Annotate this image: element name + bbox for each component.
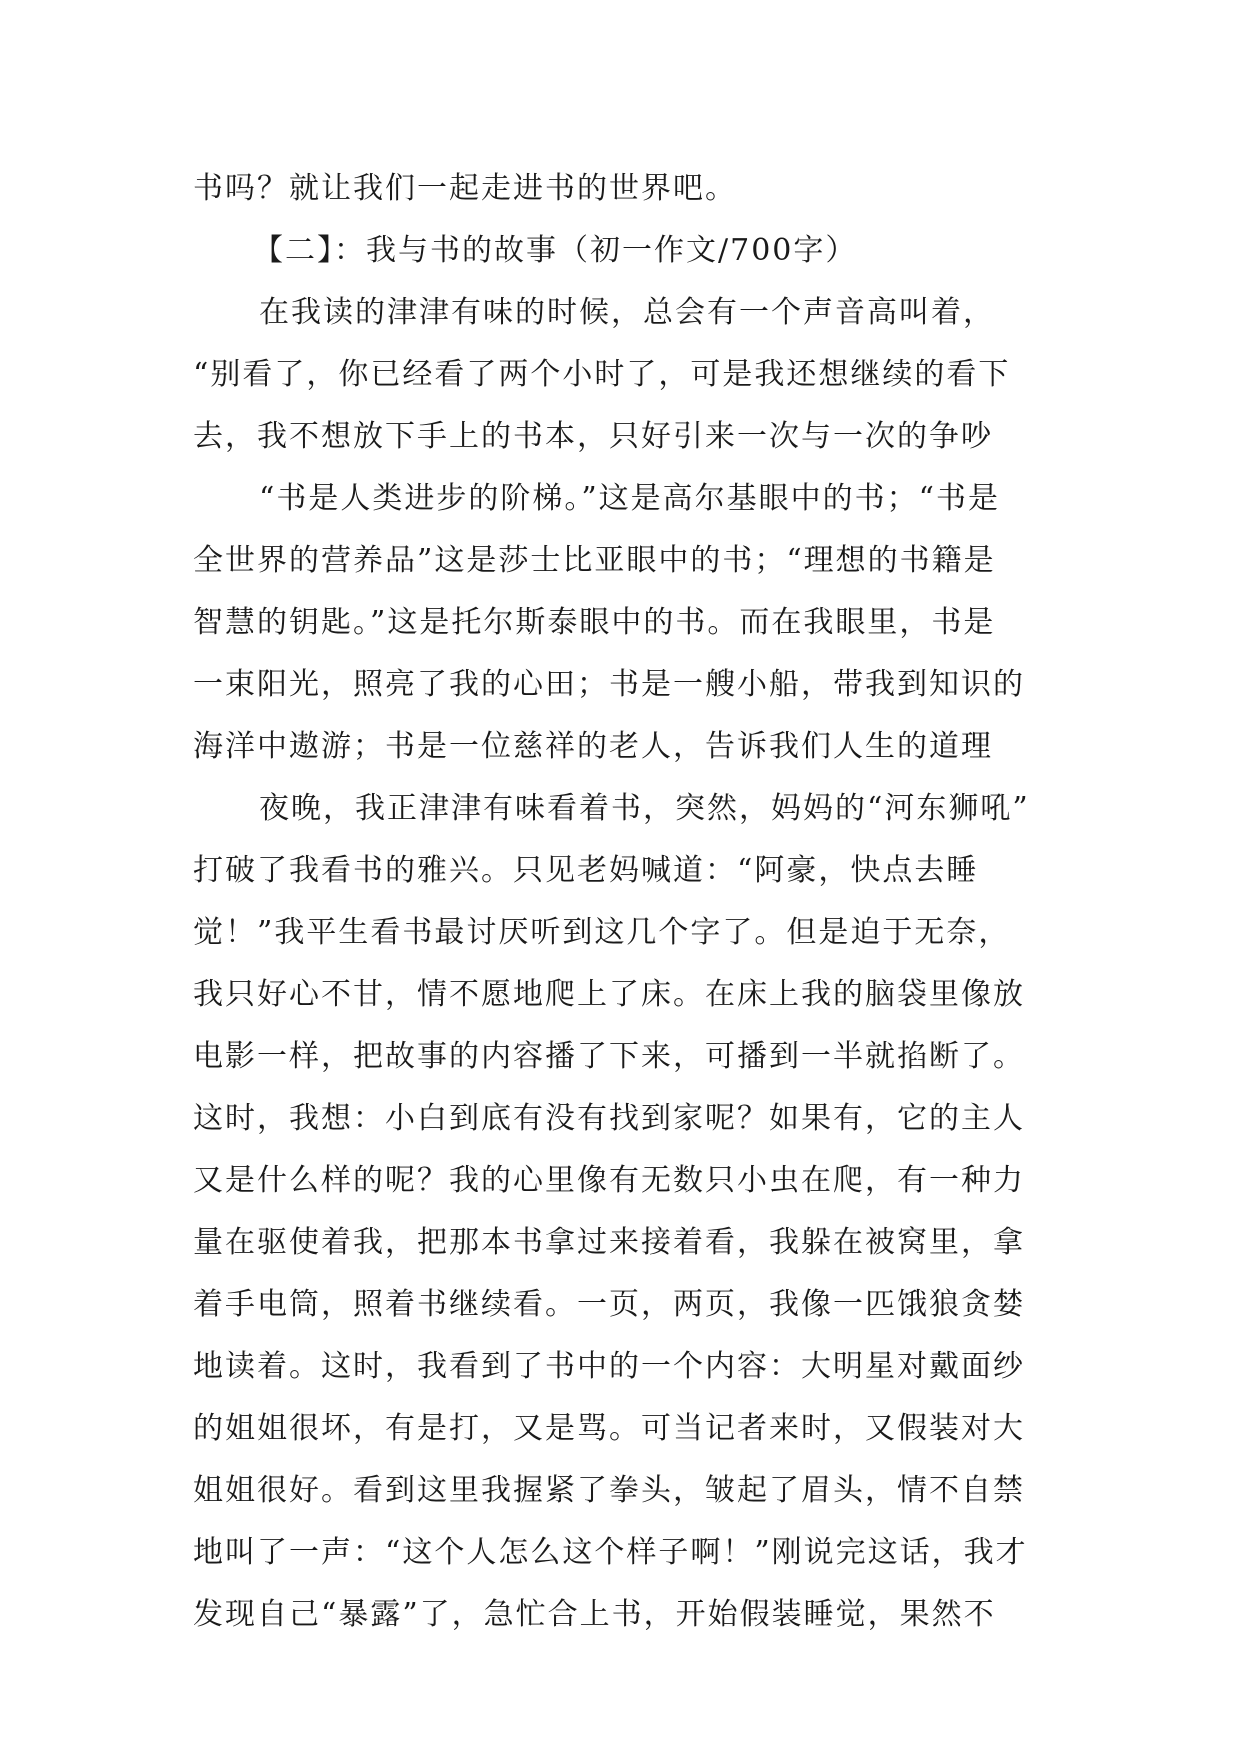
- text-line: “别看了，你已经看了两个小时了，可是我还想继续的看下: [193, 357, 1011, 392]
- text-line: 海洋中遨游；书是一位慈祥的老人，告诉我们人生的道理: [193, 729, 993, 764]
- text-line: 姐姐很好。看到这里我握紧了拳头，皱起了眉头，情不自禁: [193, 1473, 1025, 1508]
- text-line: 打破了我看书的雅兴。只见老妈喊道：“阿豪，快点去睡: [193, 853, 979, 888]
- text-line: 电影一样，把故事的内容播了下来，可播到一半就掐断了。: [193, 1039, 1025, 1074]
- document-body: [193, 158, 1063, 1646]
- paragraph-start-line: “书是人类进步的阶梯。”这是高尔基眼中的书；“书是: [259, 481, 1001, 516]
- text-line: 又是什么样的呢？我的心里像有无数只小虫在爬，有一种力: [193, 1163, 1025, 1198]
- paragraph-start-line: 在我读的津津有味的时候，总会有一个声音高叫着，: [259, 295, 995, 330]
- section-heading: 【二】：我与书的故事（初一作文/700字）: [253, 233, 858, 268]
- text-line: 地读着。这时，我看到了书中的一个内容：大明星对戴面纱: [193, 1349, 1025, 1384]
- text-line: 智慧的钥匙。”这是托尔斯泰眼中的书。而在我眼里，书是: [193, 605, 996, 640]
- paragraph-start-line: 夜晚，我正津津有味看着书，突然，妈妈的“河东狮吼”: [259, 791, 1030, 826]
- text-line: 书吗？就让我们一起走进书的世界吧。: [193, 171, 737, 206]
- text-line: 全世界的营养品”这是莎士比亚眼中的书；“理想的书籍是: [193, 543, 996, 578]
- text-line: 一束阳光，照亮了我的心田；书是一艘小船，带我到知识的: [193, 667, 1025, 702]
- text-line: 的姐姐很坏，有是打，又是骂。可当记者来时，又假装对大: [193, 1411, 1025, 1446]
- text-line: 着手电筒，照着书继续看。一页，两页，我像一匹饿狼贪婪: [193, 1287, 1025, 1322]
- text-line: 觉！”我平生看书最讨厌听到这几个字了。但是迫于无奈，: [193, 915, 1011, 950]
- text-line: 发现自己“暴露”了，急忙合上书，开始假装睡觉，果然不: [193, 1597, 996, 1632]
- text-line: 去，我不想放下手上的书本，只好引来一次与一次的争吵: [193, 419, 993, 454]
- text-line: 我只好心不甘，情不愿地爬上了床。在床上我的脑袋里像放: [193, 977, 1025, 1012]
- text-line: 这时，我想：小白到底有没有找到家呢？如果有，它的主人: [193, 1101, 1025, 1136]
- text-line: 量在驱使着我，把那本书拿过来接着看，我躲在被窝里，拿: [193, 1225, 1025, 1260]
- text-line: 地叫了一声：“这个人怎么这个样子啊！”刚说完这话，我才: [193, 1535, 1028, 1570]
